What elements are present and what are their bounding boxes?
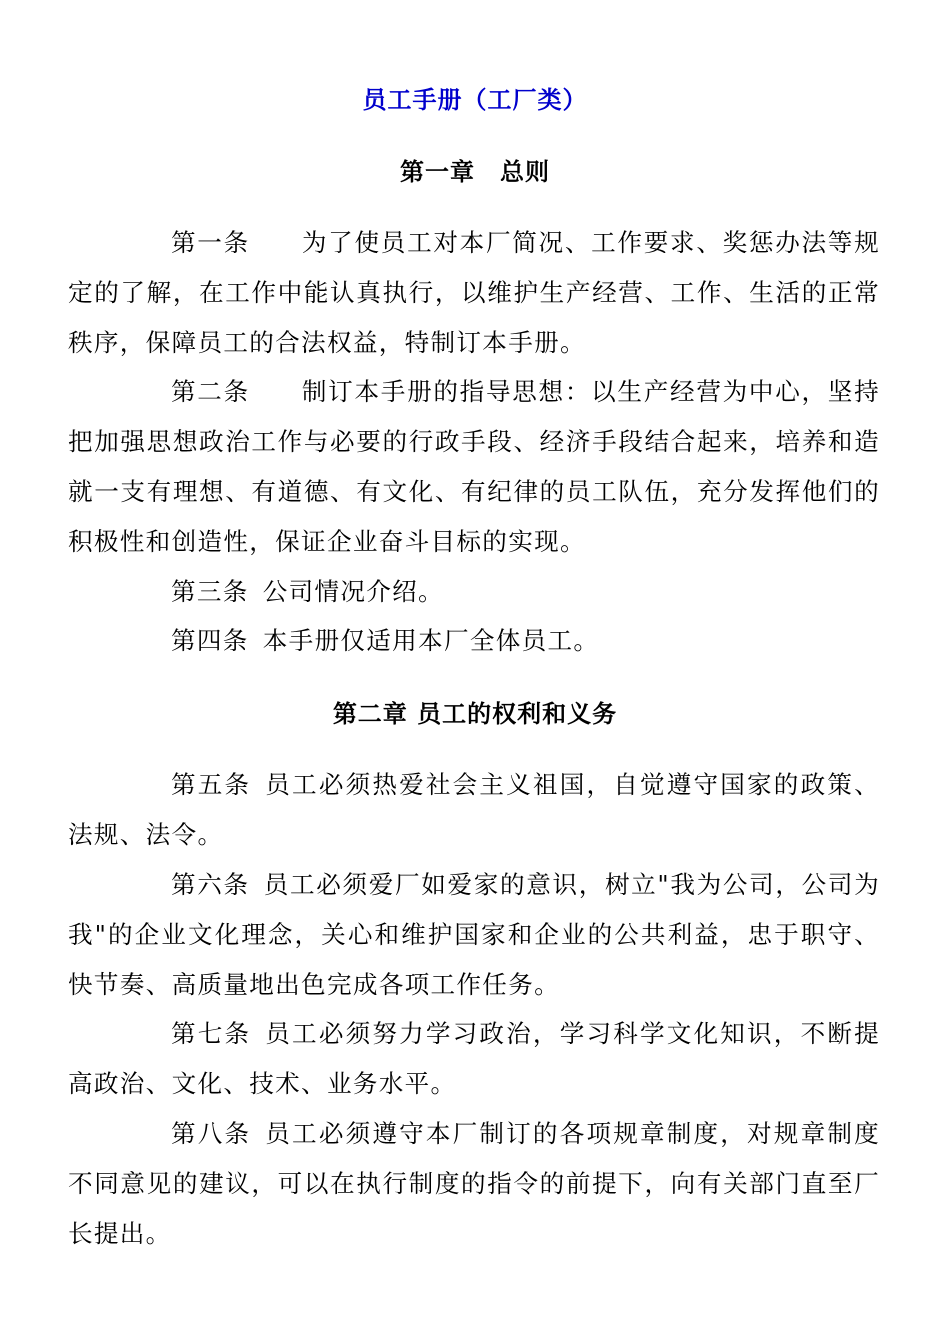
article-paragraph xyxy=(68,860,880,1010)
article-number: 第五条 xyxy=(171,770,252,799)
article-paragraph xyxy=(68,367,880,567)
article-number: 第六条 xyxy=(171,870,250,899)
article-paragraph xyxy=(68,1009,880,1109)
article-number: 第一条 xyxy=(171,228,250,257)
article-text: 制订本手册的指导思想：以生产经营为中心，坚持把加强思想政治工作与必要的行政手段、经济手段结合起来，培养和造就一支有理想、有道德、有文化、有纪律的员工队伍，充分发挥他们的积极性和创造性，保证企业奋斗目标的实现。 xyxy=(68,377,880,556)
article-text: 员工必须热爱社会主义祖国，自觉遵守国家的政策、法规、法令。 xyxy=(68,770,880,849)
article-paragraph xyxy=(68,567,880,617)
article-number: 第三条 xyxy=(171,577,249,606)
article-paragraph xyxy=(68,616,880,666)
article-number: 第八条 xyxy=(171,1119,252,1148)
article-number: 第二条 xyxy=(171,377,250,406)
chapter-heading: 第一章 总则 xyxy=(400,157,550,186)
article-text: 员工必须遵守本厂制订的各项规章制度，对规章制度不同意见的建议，可以在执行制度的指令的前提下，向有关部门直至厂长提出。 xyxy=(68,1119,880,1248)
article-text: 为了使员工对本厂简况、工作要求、奖惩办法等规定的了解，在工作中能认真执行，以维护生产经营、工作、生活的正常秩序，保障员工的合法权益，特制订本手册。 xyxy=(68,228,880,357)
article-text: 公司情况介绍。 xyxy=(262,577,444,606)
article-text: 员工必须爱厂如爱家的意识，树立"我为公司，公司为我"的企业文化理念，关心和维护国家和企业的公共利益，忠于职守、快节奏、高质量地出色完成各项工作任务。 xyxy=(68,870,881,999)
document-title: 员工手册（工厂类） xyxy=(362,85,588,114)
article-paragraph xyxy=(68,218,880,368)
article-text: 本手册仅适用本厂全体员工。 xyxy=(262,626,600,655)
article-number: 第七条 xyxy=(171,1019,252,1048)
chapter-heading: 第二章 员工的权利和义务 xyxy=(332,699,618,728)
article-paragraph xyxy=(68,760,880,860)
article-number: 第四条 xyxy=(171,626,249,655)
article-text: 员工必须努力学习政治，学习科学文化知识，不断提高政治、文化、技术、业务水平。 xyxy=(68,1019,880,1098)
article-paragraph xyxy=(68,1109,880,1259)
